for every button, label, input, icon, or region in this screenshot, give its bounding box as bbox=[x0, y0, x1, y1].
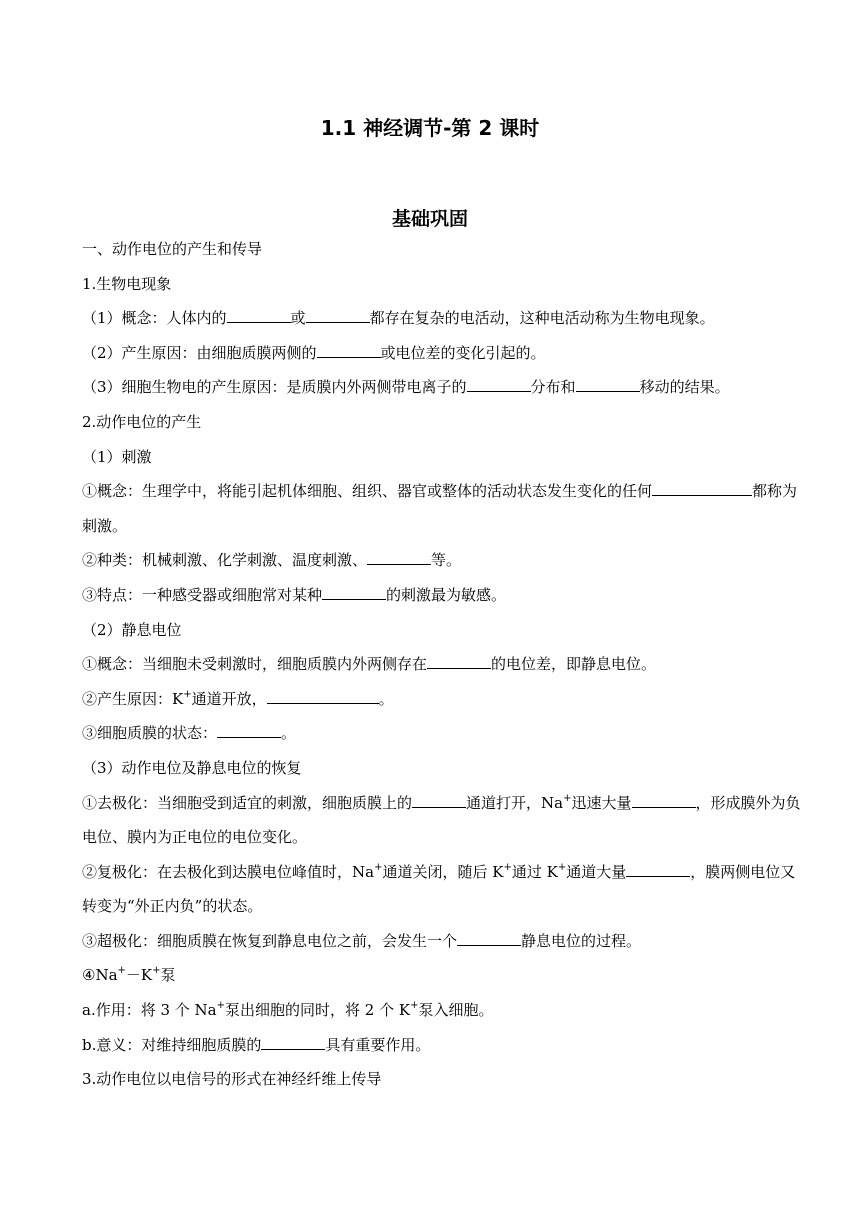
text: ③特点：一种感受器或细胞常对某种 bbox=[82, 585, 323, 604]
text: b.意义：对维持细胞质膜的 bbox=[82, 1035, 262, 1054]
text: 通过 K bbox=[511, 862, 558, 881]
superscript: + bbox=[374, 861, 383, 873]
fill-blank[interactable] bbox=[261, 1035, 325, 1050]
subheading bbox=[82, 440, 802, 475]
text: 2.动作电位的产生 bbox=[82, 412, 202, 431]
text: 泵出细胞的同时，将 2 个 K bbox=[225, 1001, 411, 1020]
page-title: 1.1 神经调节-第 2 课时 bbox=[320, 116, 540, 140]
text: 。 bbox=[378, 689, 394, 708]
text: 泵 bbox=[160, 966, 176, 985]
text: 等。 bbox=[431, 551, 462, 570]
paragraph bbox=[82, 993, 802, 1028]
text: 具有重要作用。 bbox=[325, 1035, 431, 1054]
text: 泵入细胞。 bbox=[418, 1001, 494, 1020]
paragraph bbox=[82, 474, 802, 543]
fill-blank[interactable] bbox=[317, 343, 381, 358]
paragraph bbox=[82, 1028, 802, 1063]
paragraph bbox=[82, 543, 802, 578]
fill-blank[interactable] bbox=[306, 308, 370, 323]
paragraph bbox=[82, 786, 802, 855]
fill-blank[interactable] bbox=[467, 377, 531, 392]
text: （3）动作电位及静息电位的恢复 bbox=[82, 758, 302, 777]
text: ②复极化：在去极化到达膜电位峰值时，Na bbox=[82, 862, 375, 881]
text: 通道打开，Na bbox=[466, 793, 564, 812]
text: ，形成膜外为负电位、膜内为正电位的电位变化。 bbox=[82, 793, 801, 847]
fill-blank[interactable] bbox=[632, 793, 696, 808]
paragraph bbox=[82, 578, 802, 613]
text: （3）细胞生物电的产生原因：是质膜内外两侧带电离子的 bbox=[82, 378, 467, 397]
text: 分布和 bbox=[530, 378, 576, 397]
subheading bbox=[82, 751, 802, 786]
fill-blank[interactable] bbox=[457, 931, 521, 946]
text: ③细胞质膜的状态： bbox=[82, 724, 218, 743]
superscript: + bbox=[563, 792, 572, 804]
paragraph bbox=[82, 682, 802, 717]
fill-blank[interactable] bbox=[412, 793, 466, 808]
text: 静息电位的过程。 bbox=[521, 931, 642, 950]
text: 3.动作电位以电信号的形式在神经纤维上传导 bbox=[82, 1070, 382, 1089]
fill-blank[interactable] bbox=[227, 308, 291, 323]
paragraph bbox=[82, 924, 802, 959]
fill-blank[interactable] bbox=[267, 689, 379, 704]
paragraph bbox=[82, 370, 802, 405]
paragraph bbox=[82, 301, 802, 336]
text: 或 bbox=[290, 309, 306, 328]
superscript: + bbox=[410, 1000, 419, 1012]
fill-blank[interactable] bbox=[626, 862, 690, 877]
fill-blank[interactable] bbox=[367, 550, 431, 565]
superscript: + bbox=[557, 861, 567, 873]
text: ①概念：生理学中，将能引起机体细胞、组织、器官或整体的活动状态发生变化的任何 bbox=[82, 482, 653, 501]
fill-blank[interactable] bbox=[576, 377, 640, 392]
heading-1 bbox=[82, 232, 802, 267]
text: 的刺激最为敏感。 bbox=[386, 585, 507, 604]
paragraph bbox=[82, 958, 802, 993]
text: 迅速大量 bbox=[571, 793, 632, 812]
text: 或电位差的变化引起的。 bbox=[380, 343, 546, 362]
text: 通道开放， bbox=[191, 689, 267, 708]
text: 1.生物电现象 bbox=[82, 274, 172, 293]
section-heading: 基础巩固 bbox=[391, 208, 468, 230]
fill-blank[interactable] bbox=[322, 585, 386, 600]
text: 的电位差，即静息电位。 bbox=[491, 655, 657, 674]
fill-blank[interactable] bbox=[652, 481, 752, 496]
text: ①去极化：当细胞受到适宜的刺激，细胞质膜上的 bbox=[82, 793, 413, 812]
superscript: + bbox=[152, 965, 161, 977]
superscript: + bbox=[117, 965, 126, 977]
text: ③超极化：细胞质膜在恢复到静息电位之前，会发生一个 bbox=[82, 931, 458, 950]
heading-1-3 bbox=[82, 1062, 802, 1097]
document-body bbox=[82, 232, 802, 1097]
text: ④Na bbox=[82, 966, 118, 985]
text: 都存在复杂的电活动，这种电活动称为生物电现象。 bbox=[369, 309, 715, 328]
subheading bbox=[82, 613, 802, 648]
text: ，膜两侧电位又转变为“外正内负”的状态。 bbox=[82, 862, 796, 916]
superscript: + bbox=[183, 688, 192, 700]
fill-blank[interactable] bbox=[217, 723, 281, 738]
text: （2）静息电位 bbox=[82, 620, 182, 639]
superscript: + bbox=[216, 1000, 226, 1012]
text: 。 bbox=[281, 724, 297, 743]
paragraph bbox=[82, 716, 802, 751]
text: （2）产生原因：由细胞质膜两侧的 bbox=[82, 343, 317, 362]
text: 一、动作电位的产生和传导 bbox=[82, 240, 263, 258]
text: ②种类：机械刺激、化学刺激、温度刺激、 bbox=[82, 551, 368, 570]
paragraph bbox=[82, 855, 802, 924]
text: 移动的结果。 bbox=[639, 378, 730, 397]
text: ②产生原因：K bbox=[82, 689, 184, 708]
text: ①概念：当细胞未受刺激时，细胞质膜内外两侧存在 bbox=[82, 655, 428, 674]
fill-blank[interactable] bbox=[427, 654, 491, 669]
text: （1）刺激 bbox=[82, 447, 152, 466]
heading-1-1 bbox=[82, 267, 802, 302]
text: （1）概念：人体内的 bbox=[82, 309, 227, 328]
text: 通道关闭，随后 K bbox=[382, 862, 504, 881]
text: 通道大量 bbox=[566, 862, 627, 881]
text: －K bbox=[125, 966, 153, 985]
superscript: + bbox=[503, 861, 512, 873]
paragraph bbox=[82, 647, 802, 682]
text: a.作用：将 3 个 Na bbox=[82, 1001, 217, 1020]
heading-1-2 bbox=[82, 405, 802, 440]
text: 都称为刺激。 bbox=[82, 482, 798, 535]
paragraph bbox=[82, 336, 802, 371]
